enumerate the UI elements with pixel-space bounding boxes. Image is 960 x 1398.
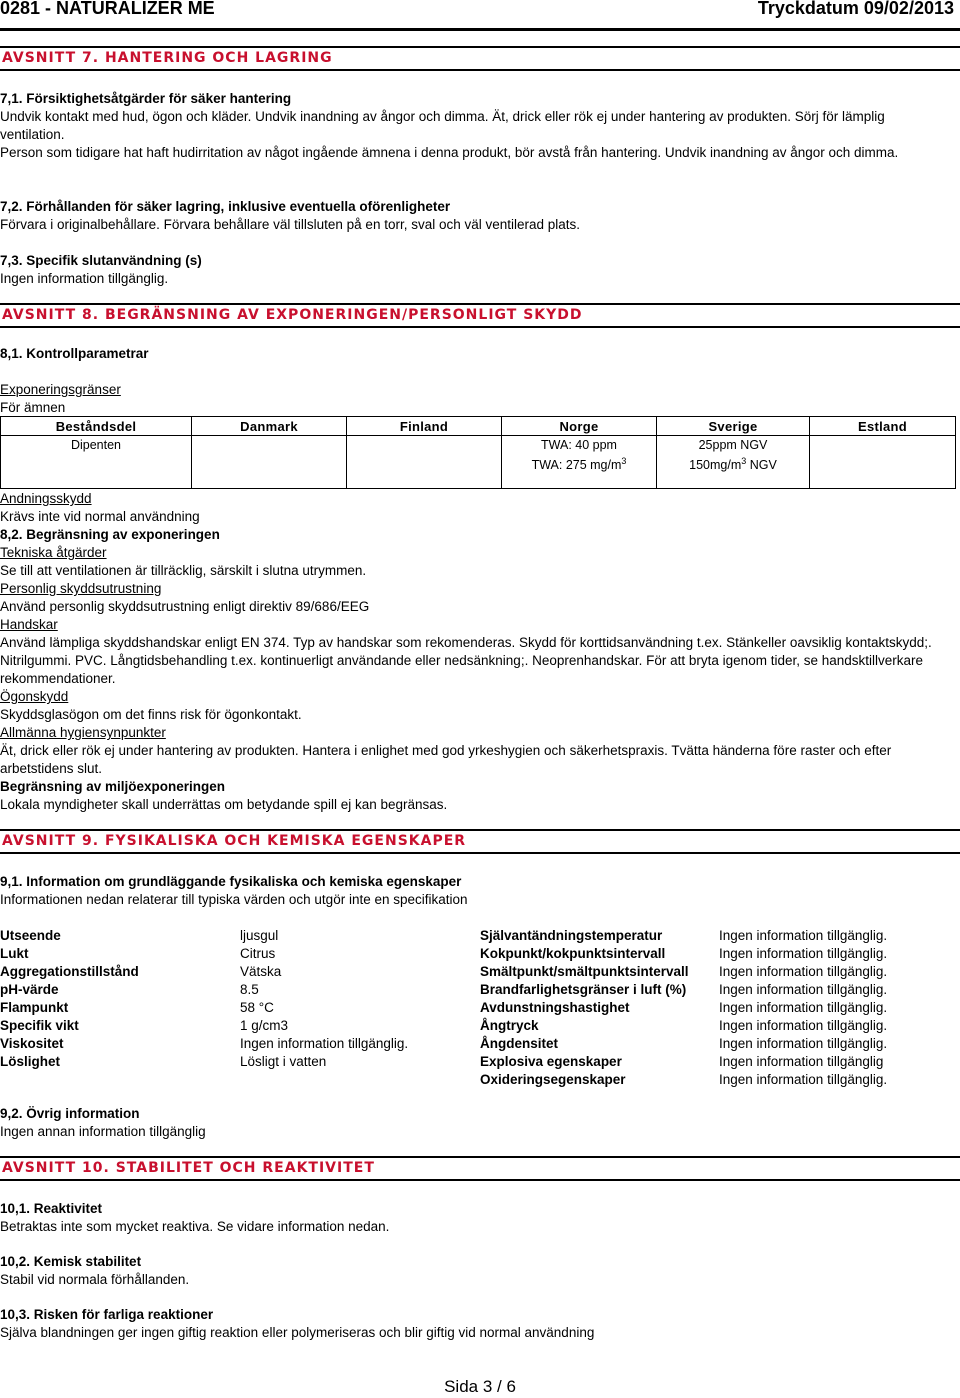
hygiene-label: Allmänna hygiensynpunkter xyxy=(0,725,166,740)
property-key: Löslighet xyxy=(0,1054,60,1069)
property-key: Ångtryck xyxy=(480,1018,539,1033)
property-key: Explosiva egenskaper xyxy=(480,1054,622,1069)
property-key: Utseende xyxy=(0,928,61,943)
heading-8-1: 8,1. Kontrollparametrar xyxy=(0,346,149,361)
col-header: Estland xyxy=(810,417,956,436)
section-7-title: AVSNITT 7. HANTERING OCH LAGRING xyxy=(0,46,960,71)
norge-value-2 xyxy=(502,456,656,474)
property-key: Kokpunkt/kokpunktsintervall xyxy=(480,946,666,961)
heading-7-2: 7,2. Förhållanden för säker lagring, inklusive eventuella oförenligheter xyxy=(0,199,451,214)
exposure-limits-label: Exponeringsgränser xyxy=(0,382,121,397)
technical-label: Tekniska åtgärder xyxy=(0,545,107,560)
property-value: Ingen information tillgänglig. xyxy=(719,928,888,943)
norge-value-2-sup: 3 xyxy=(621,456,627,466)
heading-10-2: 10,2. Kemisk stabilitet xyxy=(0,1254,142,1269)
cell-norge xyxy=(502,436,657,489)
respiratory-label: Andningsskydd xyxy=(0,491,92,506)
property-key: pH-värde xyxy=(0,982,59,997)
page-number: Sida 3 / 6 xyxy=(444,1377,516,1396)
property-key: Självantändningstemperatur xyxy=(480,928,663,943)
property-value: Ingen information tillgänglig. xyxy=(240,1036,409,1051)
sverige-value-2 xyxy=(657,456,809,474)
property-value: Ingen information tillgänglig. xyxy=(719,1036,888,1051)
property-value: 1 g/cm3 xyxy=(240,1018,289,1033)
property-value: 8.5 xyxy=(240,982,259,997)
col-header: Beståndsdel xyxy=(1,417,192,436)
col-header: Finland xyxy=(347,417,502,436)
eye-text: Skyddsglasögon om det finns risk för ögonkontakt. xyxy=(0,707,302,722)
property-key: Lukt xyxy=(0,946,29,961)
sverige-value-1: 25ppm NGV xyxy=(698,438,768,452)
property-value: Ingen information tillgänglig. xyxy=(719,1018,888,1033)
hygiene-text: Ät, drick eller rök ej under hantering av produkten. Hantera i enlighet med god yrkeshygien och säkerhetspraxis. Tvätta händerna före raster och efter arbetstidens slut. xyxy=(0,743,892,776)
technical-text: Se till att ventilationen är tillräcklig, särskilt i slutna utrymmen. xyxy=(0,563,367,578)
property-key: Flampunkt xyxy=(0,1000,69,1015)
table-row xyxy=(1,436,956,489)
text-7-1-b: Person som tidigare hat haft hudirritation av något ingående ämnena i denna produkt, bör avstå från hantering. Undvik inandning av ångor och dimma. xyxy=(0,145,899,160)
property-key: Smältpunkt/smältpunktsintervall xyxy=(480,964,689,979)
header-rule xyxy=(0,28,960,31)
property-value: Citrus xyxy=(240,946,276,961)
norge-value-1: TWA: 40 ppm xyxy=(541,438,617,452)
property-value: Ingen information tillgänglig. xyxy=(719,1072,888,1087)
section-8-title: AVSNITT 8. BEGRÄNSNING AV EXPONERINGEN/PERSONLIGT SKYDD xyxy=(0,303,960,328)
exposure-table xyxy=(0,416,956,489)
heading-7-1: 7,1. Försiktighetsåtgärder för säker hantering xyxy=(0,91,292,106)
cell-finland xyxy=(347,436,502,489)
for-substances-label: För ämnen xyxy=(0,400,66,415)
product-name: 0281 - NATURALIZER ME xyxy=(0,0,215,18)
col-header: Sverige xyxy=(657,417,810,436)
ppe-text: Använd personlig skyddsutrustning enligt direktiv 89/686/EEG xyxy=(0,599,370,614)
property-value: Ingen information tillgänglig. xyxy=(719,1000,888,1015)
eye-label: Ögonskydd xyxy=(0,689,69,704)
heading-7-3: 7,3. Specifik slutanvändning (s) xyxy=(0,253,202,268)
text-9-1: Informationen nedan relaterar till typiska värden och utgör inte en specifikation xyxy=(0,892,468,907)
heading-8-2: 8,2. Begränsning av exponeringen xyxy=(0,527,220,542)
component-name: Dipenten xyxy=(70,438,122,452)
cell-danmark xyxy=(192,436,347,489)
property-key: Ångdensitet xyxy=(480,1036,559,1051)
property-value: Ingen information tillgänglig. xyxy=(719,946,888,961)
sverige-value-2-sup: 3 xyxy=(741,456,747,466)
sverige-value-2-text: 150mg/m xyxy=(689,458,742,472)
property-value: Ingen information tillgänglig xyxy=(719,1054,884,1069)
sverige-value-2-suffix: NGV xyxy=(746,458,777,472)
property-value: 58 °C xyxy=(240,1000,274,1015)
property-key: Specifik vikt xyxy=(0,1018,79,1033)
respiratory-text: Krävs inte vid normal användning xyxy=(0,509,200,524)
print-date: Tryckdatum 09/02/2013 xyxy=(757,0,954,18)
ppe-label: Personlig skyddsutrustning xyxy=(0,581,162,596)
text-9-2: Ingen annan information tillgänglig xyxy=(0,1124,206,1139)
property-value: Vätska xyxy=(240,964,282,979)
page-header xyxy=(0,0,960,30)
heading-10-3: 10,3. Risken för farliga reaktioner xyxy=(0,1307,214,1322)
gloves-text: Använd lämpliga skyddshandskar enligt EN 374. Typ av handskar som rekomenderas. Skydd för korttidsanvändning t.ex. Stänkeller oavsiklig kontaktskydd;. Nitrilgummi. PVC. Långtidsbehandling t.ex. kontinuerligt användande eller nedsänkning;. Neoprenhandskar. För att bryta igenom tider, se handsktillverkare rekommendationer. xyxy=(0,635,932,686)
norge-value-2-text: TWA: 275 mg/m xyxy=(531,458,622,472)
table-header-row xyxy=(1,417,956,436)
col-header: Norge xyxy=(502,417,657,436)
property-key: Brandfarlighetsgränser i luft (%) xyxy=(480,982,687,997)
text-7-1-a: Undvik kontakt med hud, ögon och kläder. Undvik inandning av ångor och dimma. Ät, drick eller rök ej under hantering av produkten. Sörj för lämplig ventilation. xyxy=(0,109,885,142)
property-key: Aggregationstillstånd xyxy=(0,964,139,979)
section-9-title: AVSNITT 9. FYSIKALISKA OCH KEMISKA EGENSKAPER xyxy=(0,829,960,854)
section-10-title: AVSNITT 10. STABILITET OCH REAKTIVITET xyxy=(0,1156,960,1181)
property-value: Lösligt i vatten xyxy=(240,1054,327,1069)
cell-component xyxy=(1,436,192,489)
col-header: Danmark xyxy=(192,417,347,436)
text-10-2: Stabil vid normala förhållanden. xyxy=(0,1272,190,1287)
property-value: Ingen information tillgänglig. xyxy=(719,982,888,997)
property-value: Ingen information tillgänglig. xyxy=(719,964,888,979)
property-value: ljusgul xyxy=(240,928,279,943)
env-exposure-text: Lokala myndigheter skall underrättas om betydande spill ej kan begränsas. xyxy=(0,797,448,812)
text-7-2: Förvara i originalbehållare. Förvara behållare väl tillsluten på en torr, sval och väl ventilerad plats. xyxy=(0,217,581,232)
heading-10-1: 10,1. Reaktivitet xyxy=(0,1201,103,1216)
gloves-label: Handskar xyxy=(0,617,58,632)
heading-9-1: 9,1. Information om grundläggande fysikaliska och kemiska egenskaper xyxy=(0,874,462,889)
cell-sverige xyxy=(657,436,810,489)
cell-estland xyxy=(810,436,956,489)
env-exposure-heading: Begränsning av miljöexponeringen xyxy=(0,779,226,794)
text-7-3: Ingen information tillgänglig. xyxy=(0,271,169,286)
property-key: Oxideringsegenskaper xyxy=(480,1072,626,1087)
heading-9-2: 9,2. Övrig information xyxy=(0,1106,140,1121)
text-10-3: Själva blandningen ger ingen giftig reaktion eller polymeriseras och blir giftig vid normal användning xyxy=(0,1325,595,1340)
property-key: Viskositet xyxy=(0,1036,64,1051)
text-10-1: Betraktas inte som mycket reaktiva. Se vidare information nedan. xyxy=(0,1219,390,1234)
property-key: Avdunstningshastighet xyxy=(480,1000,630,1015)
